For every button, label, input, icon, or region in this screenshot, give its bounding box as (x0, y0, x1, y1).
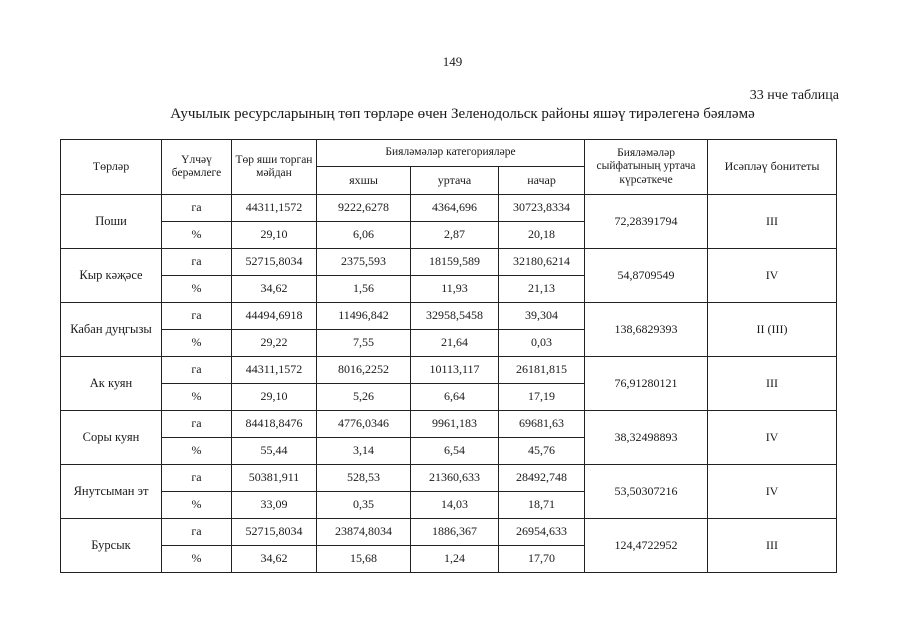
table-row (61, 465, 837, 492)
cell-ha-poor: 30723,8334 (499, 195, 585, 222)
cell-ha-average: 10113,117 (411, 357, 499, 384)
cell-ha-unit: га (162, 249, 232, 276)
cell-pct-area: 55,44 (232, 438, 317, 465)
table-row (61, 195, 837, 222)
cell-pct-area: 29,22 (232, 330, 317, 357)
cell-pct-poor: 18,71 (499, 492, 585, 519)
cell-pct-average: 11,93 (411, 276, 499, 303)
cell-pct-average: 21,64 (411, 330, 499, 357)
cell-pct-average: 14,03 (411, 492, 499, 519)
cell-pct-average: 6,64 (411, 384, 499, 411)
cell-ha-poor: 32180,6214 (499, 249, 585, 276)
species-name: Ак куян (61, 357, 162, 411)
cell-quality-index: 38,32498893 (585, 411, 708, 465)
cell-pct-good: 3,14 (317, 438, 411, 465)
cell-ha-average: 21360,633 (411, 465, 499, 492)
header-species: Төрләр (61, 140, 162, 195)
cell-ha-poor: 39,304 (499, 303, 585, 330)
cell-pct-area: 34,62 (232, 546, 317, 573)
table-row (61, 411, 837, 438)
cell-pct-average: 1,24 (411, 546, 499, 573)
habitat-assessment-table (60, 139, 837, 573)
table-row (61, 357, 837, 384)
cell-pct-good: 7,55 (317, 330, 411, 357)
cell-ha-good: 4776,0346 (317, 411, 411, 438)
cell-quality-index: 124,4722952 (585, 519, 708, 573)
cell-pct-unit: % (162, 546, 232, 573)
cell-ha-good: 528,53 (317, 465, 411, 492)
cell-ha-unit: га (162, 357, 232, 384)
cell-quality-index: 138,6829393 (585, 303, 708, 357)
cell-ha-average: 4364,696 (411, 195, 499, 222)
cell-bonitet: IV (708, 411, 837, 465)
header-poor: начар (499, 167, 585, 195)
table-row (61, 303, 837, 330)
cell-pct-good: 6,06 (317, 222, 411, 249)
cell-ha-good: 23874,8034 (317, 519, 411, 546)
cell-pct-unit: % (162, 384, 232, 411)
cell-ha-area: 52715,8034 (232, 249, 317, 276)
cell-pct-area: 33,09 (232, 492, 317, 519)
header-habitat-area: Төр яши торган мәйдан (232, 140, 317, 195)
cell-bonitet: II (III) (708, 303, 837, 357)
cell-bonitet: IV (708, 465, 837, 519)
cell-ha-average: 32958,5458 (411, 303, 499, 330)
cell-bonitet: III (708, 519, 837, 573)
cell-ha-unit: га (162, 303, 232, 330)
cell-ha-poor: 28492,748 (499, 465, 585, 492)
table-row (61, 519, 837, 546)
header-unit: Үлчәү берәмлеге (162, 140, 232, 195)
cell-ha-average: 1886,367 (411, 519, 499, 546)
cell-pct-unit: % (162, 492, 232, 519)
cell-ha-unit: га (162, 411, 232, 438)
cell-ha-area: 50381,911 (232, 465, 317, 492)
cell-ha-unit: га (162, 195, 232, 222)
species-name: Кыр кәҗәсе (61, 249, 162, 303)
cell-ha-average: 9961,183 (411, 411, 499, 438)
cell-pct-unit: % (162, 276, 232, 303)
table-body (61, 195, 837, 573)
cell-pct-good: 0,35 (317, 492, 411, 519)
cell-pct-average: 2,87 (411, 222, 499, 249)
table-number: 33 нче таблица (749, 88, 839, 103)
cell-ha-poor: 26181,815 (499, 357, 585, 384)
cell-pct-good: 5,26 (317, 384, 411, 411)
page-number: 149 (442, 54, 463, 69)
cell-ha-unit: га (162, 519, 232, 546)
cell-pct-area: 29,10 (232, 222, 317, 249)
cell-ha-area: 44494,6918 (232, 303, 317, 330)
cell-pct-good: 15,68 (317, 546, 411, 573)
cell-ha-area: 52715,8034 (232, 519, 317, 546)
cell-pct-unit: % (162, 222, 232, 249)
cell-bonitet: IV (708, 249, 837, 303)
cell-pct-unit: % (162, 330, 232, 357)
table-row (61, 249, 837, 276)
cell-pct-average: 6,54 (411, 438, 499, 465)
cell-quality-index: 54,8709549 (585, 249, 708, 303)
species-name: Янутсыман эт (61, 465, 162, 519)
cell-quality-index: 53,50307216 (585, 465, 708, 519)
header-bonitet: Исәпләү бонитеты (708, 140, 837, 195)
cell-pct-good: 1,56 (317, 276, 411, 303)
cell-pct-poor: 20,18 (499, 222, 585, 249)
species-name: Бурсык (61, 519, 162, 573)
cell-pct-poor: 45,76 (499, 438, 585, 465)
cell-quality-index: 76,91280121 (585, 357, 708, 411)
header-quality-index: Бияләмәләр сыйфатының уртача күрсәткече (585, 140, 708, 195)
species-name: Поши (61, 195, 162, 249)
header-categories: Бияләмәләр категорияләре (317, 140, 585, 167)
cell-ha-area: 44311,1572 (232, 195, 317, 222)
cell-pct-poor: 17,19 (499, 384, 585, 411)
cell-ha-good: 8016,2252 (317, 357, 411, 384)
cell-ha-poor: 69681,63 (499, 411, 585, 438)
cell-ha-average: 18159,589 (411, 249, 499, 276)
table-title: Аучылык ресурсларының төп төрләре өчен Зеленодольск районы яшәү тирәлегенә бәяләмә (170, 106, 755, 122)
cell-ha-good: 11496,842 (317, 303, 411, 330)
header-good: яхшы (317, 167, 411, 195)
cell-pct-poor: 0,03 (499, 330, 585, 357)
cell-pct-poor: 21,13 (499, 276, 585, 303)
cell-ha-unit: га (162, 465, 232, 492)
species-name: Кабан дуңгызы (61, 303, 162, 357)
cell-pct-poor: 17,70 (499, 546, 585, 573)
cell-ha-good: 9222,6278 (317, 195, 411, 222)
cell-ha-area: 44311,1572 (232, 357, 317, 384)
cell-ha-area: 84418,8476 (232, 411, 317, 438)
cell-bonitet: III (708, 195, 837, 249)
cell-bonitet: III (708, 357, 837, 411)
header-average: уртача (411, 167, 499, 195)
species-name: Соры куян (61, 411, 162, 465)
cell-ha-good: 2375,593 (317, 249, 411, 276)
cell-quality-index: 72,28391794 (585, 195, 708, 249)
cell-pct-unit: % (162, 438, 232, 465)
cell-pct-area: 29,10 (232, 384, 317, 411)
cell-ha-poor: 26954,633 (499, 519, 585, 546)
cell-pct-area: 34,62 (232, 276, 317, 303)
